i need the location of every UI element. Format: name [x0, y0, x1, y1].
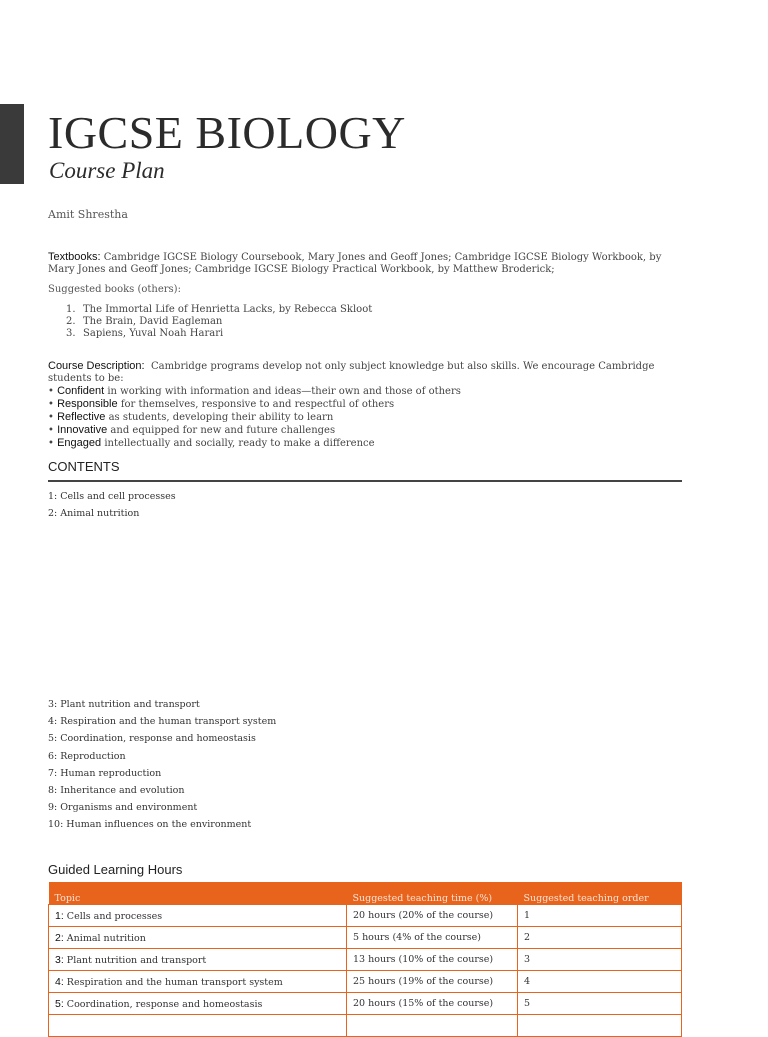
contents-divider — [48, 480, 682, 482]
textbooks-text: Cambridge IGCSE Biology Coursebook, Mary Jones and Geoff Jones; Cambridge IGCSE Biology Workbook, by Mary Jones and Geoff Jones; Cambridge IGCSE Biology Practical Workbook, by Matthew Broderick; — [48, 252, 662, 275]
contents-item[interactable]: 1: Cells and cell processes — [48, 491, 176, 502]
table-row — [49, 905, 682, 927]
table-header-row — [49, 882, 682, 905]
trait-item: • Responsible for themselves, responsive to and respectful of others — [48, 398, 395, 410]
time-cell: 20 hours (20% of the course) — [347, 905, 518, 927]
topic-cell: 2: Animal nutrition — [49, 927, 347, 949]
time-cell: 20 hours (15% of the course) — [347, 993, 518, 1015]
contents-item[interactable]: 7: Human reproduction — [48, 767, 162, 779]
suggested-books-list — [48, 304, 372, 340]
order-cell: 4 — [518, 971, 682, 993]
trait-item: • Reflective as students, developing their ability to learn — [48, 411, 334, 423]
course-description-intro: Course Description: Cambridge programs develop not only subject knowledge but also skills. We encourage Cambridge students to be: — [48, 360, 655, 384]
course-description — [48, 360, 688, 450]
topic-cell: 1: Cells and processes — [49, 905, 347, 927]
order-cell: 3 — [518, 949, 682, 971]
trait-item: • Innovative and equipped for new and future challenges — [48, 424, 336, 436]
list-item: 3. Sapiens, Yuval Noah Harari — [66, 328, 224, 339]
list-item: 2. The Brain, David Eagleman — [66, 316, 223, 327]
contents-item[interactable]: 8: Inheritance and evolution — [48, 784, 185, 796]
contents-item[interactable]: 10: Human influences on the environment — [48, 819, 252, 831]
trait-item: • Confident in working with information and ideas—their own and those of others — [48, 385, 461, 397]
suggested-books-label: Suggested books (others): — [48, 284, 181, 295]
contents-item[interactable]: 9: Organisms and environment — [48, 802, 198, 814]
time-cell — [347, 1015, 518, 1037]
time-cell: 25 hours (19% of the course) — [347, 971, 518, 993]
time-cell: 5 hours (4% of the course) — [347, 927, 518, 949]
contents-heading: CONTENTS — [48, 459, 120, 474]
list-item: 1. The Immortal Life of Henrietta Lacks, by Rebecca Skloot — [66, 304, 373, 315]
order-cell: 5 — [518, 993, 682, 1015]
textbooks-paragraph — [48, 251, 688, 276]
author-name: Amit Shrestha — [48, 208, 128, 221]
contents-item[interactable]: 6: Reproduction — [48, 750, 126, 762]
textbooks-label: Textbooks: — [48, 251, 101, 263]
column-header-order: Suggested teaching order — [518, 882, 682, 905]
order-cell — [518, 1015, 682, 1037]
topic-cell: 3: Plant nutrition and transport — [49, 949, 347, 971]
guided-learning-heading: Guided Learning Hours — [48, 862, 183, 877]
time-cell: 13 hours (10% of the course) — [347, 949, 518, 971]
column-header-time: Suggested teaching time (%) — [347, 882, 518, 905]
document-subtitle: Course Plan — [49, 158, 165, 183]
document-title: IGCSE BIOLOGY — [48, 107, 406, 158]
topic-cell — [49, 1015, 347, 1037]
table-row — [49, 971, 682, 993]
order-cell: 1 — [518, 905, 682, 927]
side-accent-bar — [0, 104, 24, 184]
table-row — [49, 1015, 682, 1037]
trait-item: • Engaged intellectually and socially, ready to make a difference — [48, 437, 375, 449]
topic-cell: 4: Respiration and the human transport system — [49, 971, 347, 993]
table-row — [49, 927, 682, 949]
table-row — [49, 993, 682, 1015]
contents-list-top — [48, 488, 176, 522]
contents-list-bottom — [48, 696, 276, 834]
contents-item[interactable]: 3: Plant nutrition and transport — [48, 699, 200, 710]
course-description-label: Course Description: — [48, 360, 145, 372]
column-header-topic: Topic — [49, 882, 347, 905]
order-cell: 2 — [518, 927, 682, 949]
table-row — [49, 949, 682, 971]
contents-item[interactable]: 4: Respiration and the human transport system — [48, 716, 277, 728]
guided-learning-table — [48, 882, 682, 1037]
contents-item[interactable]: 2: Animal nutrition — [48, 508, 140, 520]
contents-item[interactable]: 5: Coordination, response and homeostasis — [48, 733, 256, 745]
topic-cell: 5: Coordination, response and homeostasis — [49, 993, 347, 1015]
